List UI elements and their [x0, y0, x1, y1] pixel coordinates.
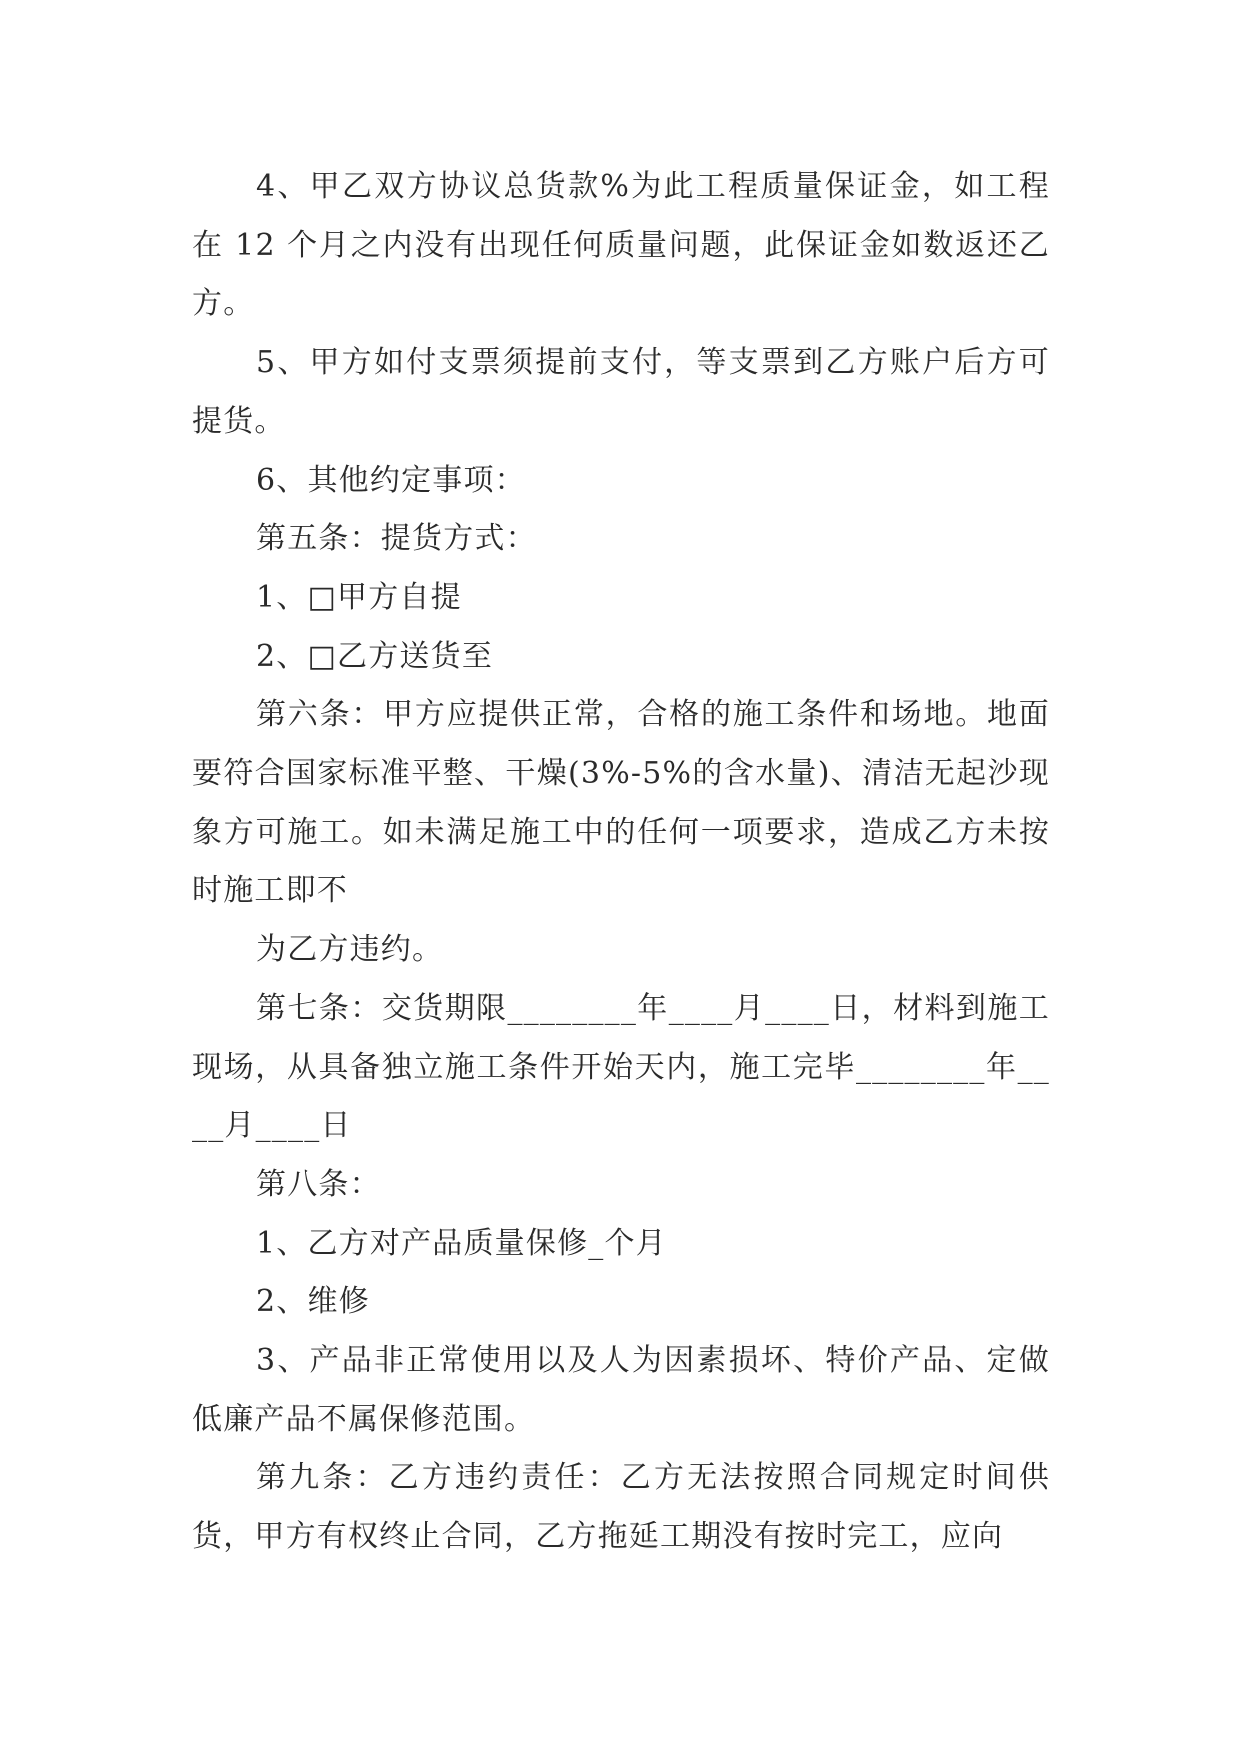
paragraph-warranty-item-2: 2、维修 [256, 1284, 370, 1320]
paragraph-pickup-option-2: 2、□乙方送货至 [256, 638, 494, 674]
paragraph-warranty-item-1: 1、乙方对产品质量保修_个月 [256, 1225, 667, 1261]
paragraph-clause-4-deposit: 4、甲乙双方协议总货款%为此工程质量保证金，如工程在 12 个月之内没有出现任何质量问题，此保证金如数返还乙方。 [192, 169, 1050, 322]
paragraph-pickup-option-1: 1、□甲方自提 [256, 579, 462, 615]
paragraph-article-9-liability: 第九条：乙方违约责任：乙方无法按照合同规定时间供货，甲方有权终止合同，乙方拖延工期没有按时完工，应向 [192, 1460, 1050, 1555]
contract-text-body [192, 158, 1050, 1567]
paragraph-clause-5-check-payment: 5、甲方如付支票须提前支付，等支票到乙方账户后方可提货。 [192, 345, 1050, 439]
paragraph-warranty-item-3: 3、产品非正常使用以及人为因素损坏、特价产品、定做低廉产品不属保修范围。 [192, 1343, 1050, 1437]
paragraph-article-6: 第六条：甲方应提供正常，合格的施工条件和场地。地面要符合国家标准平整、干燥(3%-5%的含水量)、清洁无起沙现象方可施工。如未满足施工中的任何一项要求，造成乙方未按时施工即不 [192, 697, 1050, 909]
paragraph-clause-6-other-terms: 6、其他约定事项： [256, 462, 526, 498]
paragraph-article-6-continued: 为乙方违约。 [256, 932, 444, 968]
paragraph-article-5-heading: 第五条：提货方式： [256, 521, 537, 557]
paragraph-article-7-delivery-deadline: 第七条：交货期限________年____月____日，材料到施工现场，从具备独立施工条件开始天内，施工完毕________年____月____日 [192, 990, 1050, 1144]
paragraph-article-8-heading: 第八条： [256, 1166, 381, 1202]
